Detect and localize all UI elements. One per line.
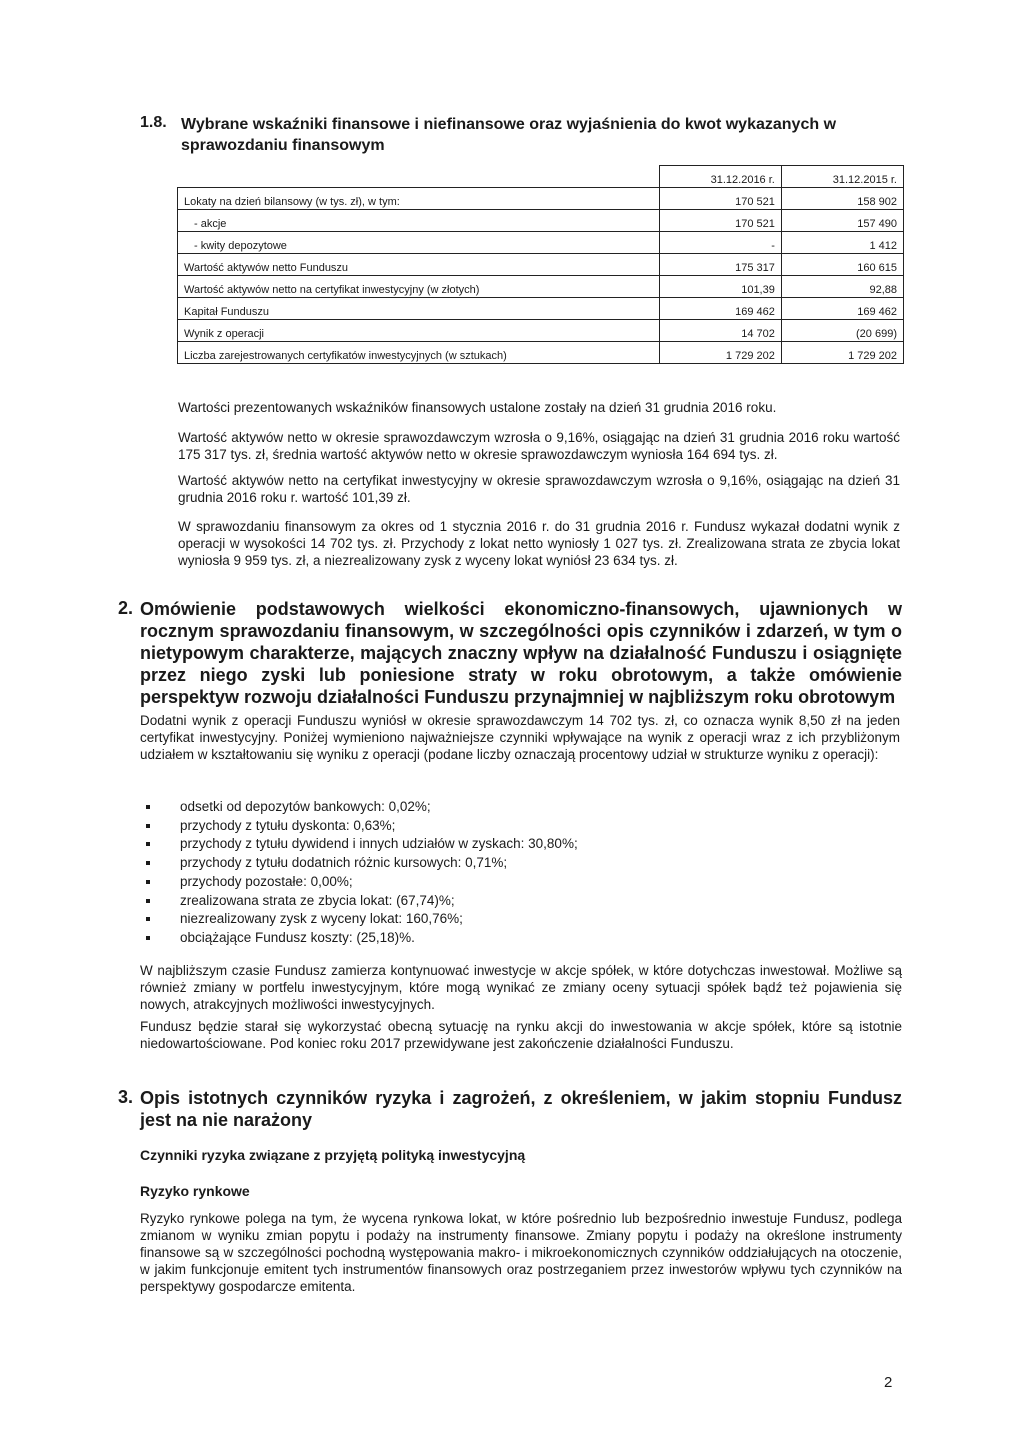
paragraph-net-assets: Wartość aktywów netto w okresie sprawozdawczym wzrosła o 9,16%, osiągając na dzień 31 grudnia 2016 roku wartość 175 317 tys. zł, średnia wartość aktywów netto w okresie sprawozdawczym wyniosła 164 694 tys. zł. — [178, 430, 900, 462]
table-header-blank — [178, 166, 660, 188]
section-2-outlook-1: W najbliższym czasie Fundusz zamierza kontynuować inwestycje w akcje spółek, w które dotychczas inwestował. Możliwe są również zmiany w portfelu inwestycyjnym, które mogą wynikać ze zmiany oceny sytuacji spółek bądź też pojawienia się nowych, atrakcyjnych możliwości inwestycyjnych. — [140, 963, 902, 1012]
table-row — [178, 276, 904, 298]
list-item — [140, 910, 860, 929]
list-item — [140, 929, 860, 948]
row-value-2015: 1 412 — [781, 232, 903, 254]
section-3-subsubheading: Ryzyko rynkowe — [140, 1183, 250, 1199]
row-value-2015: 158 902 — [781, 188, 903, 210]
list-item-text: przychody z tytułu dodatnich różnic kursowych: 0,71%; — [180, 855, 508, 871]
table-row — [178, 320, 904, 342]
table-header-2015: 31.12.2015 r. — [781, 166, 903, 188]
row-label: Liczba zarejestrowanych certyfikatów inwestycyjnych (w sztukach) — [178, 342, 660, 364]
list-item — [140, 873, 860, 892]
list-item-text: przychody z tytułu dyskonta: 0,63%; — [180, 817, 396, 833]
row-value-2016: 175 317 — [659, 254, 781, 276]
table-row — [178, 188, 904, 210]
row-value-2016: 14 702 — [659, 320, 781, 342]
table-row — [178, 298, 904, 320]
table-header-2016: 31.12.2016 r. — [659, 166, 781, 188]
page-number: 2 — [884, 1374, 893, 1391]
paragraph-operating-result: W sprawozdaniu finansowym za okres od 1 stycznia 2016 r. do 31 grudnia 2016 r. Fundusz wykazał dodatni wynik z operacji w wysokości 14 702 tys. zł. Przychody z lokat netto wyniosły 1 027 tys. zł. Zrealizowana strata ze zbycia lokat wyniosła 9 959 tys. zł, a niezrealizowany zysk z wyceny lokat wyniósł 23 634 tys. zł. — [178, 519, 900, 568]
bullet-icon — [146, 842, 150, 846]
row-value-2016: 1 729 202 — [659, 342, 781, 364]
bullet-icon — [146, 880, 150, 884]
row-value-2016: 170 521 — [659, 188, 781, 210]
row-value-2015: (20 699) — [781, 320, 903, 342]
row-label: - kwity depozytowe — [178, 232, 660, 254]
row-label: Wynik z operacji — [178, 320, 660, 342]
section-3-body: Ryzyko rynkowe polega na tym, że wycena rynkowa lokat, w które pośrednio lub bezpośrednio inwestuje Fundusz, podlega zmianom w wyniku zmian popytu i podaży na instrumenty finansowe. Zmiany popytu i podaży na określone instrumenty finansowe są w szczególności pochodną występowania makro- i mikroekonomicznych czynników oddziałujących na otoczenie, w jakim funkcjonuje emitent tych instrumentów finansowych oraz postrzeganiem przez inwestorów wpływu tych czynników na perspektywy gospodarcze emitenta. — [140, 1211, 902, 1294]
section-2-intro: Dodatni wynik z operacji Funduszu wyniósł w okresie sprawozdawczym 14 702 tys. zł, co oznacza wynik 8,50 zł na jeden certyfikat inwestycyjny. Poniżej wymieniono najważniejsze czynniki wpływające na wynik z operacji wraz z ich przybliżonym udziałem w kształtowaniu się wyniku z operacji (podane liczby oznaczają procentowy udział w strukturze wyniku z operacji): — [140, 713, 900, 762]
list-item-text: przychody pozostałe: 0,00%; — [180, 873, 353, 889]
table-header-row — [178, 166, 904, 188]
row-label: Wartość aktywów netto Funduszu — [178, 254, 660, 276]
row-value-2016: 169 462 — [659, 298, 781, 320]
row-value-2015: 160 615 — [781, 254, 903, 276]
section-2-outlook-2: Fundusz będzie starał się wykorzystać obecną sytuację na rynku akcji do inwestowania w akcje spółek, które są istotnie niedowartościowane. Pod koniec roku 2017 przewidywane jest zakończenie działalności Funduszu. — [140, 1019, 902, 1051]
bullet-icon — [146, 824, 150, 828]
paragraph-indicators-date: Wartości prezentowanych wskaźników finansowych ustalone zostały na dzień 31 grudnia 2016 roku. — [178, 400, 777, 415]
result-factors-list — [140, 798, 860, 948]
row-value-2016: 101,39 — [659, 276, 781, 298]
row-value-2016: - — [659, 232, 781, 254]
list-item — [140, 892, 860, 911]
section-2-title: Omówienie podstawowych wielkości ekonomiczno-finansowych, ujawnionych w rocznym sprawozdaniu finansowym, w szczególności opis czynników i zdarzeń, w tym o nietypowym charakterze, mających znaczny wpływ na działalność Funduszu i osiągnięte przez niego zyski lub poniesione straty w roku obrotowym, a także omówienie perspektyw rozwoju działalności Funduszu przynajmniej w najbliższym roku obrotowym — [140, 599, 902, 707]
table-row — [178, 232, 904, 254]
row-value-2015: 157 490 — [781, 210, 903, 232]
section-3-number: 3. — [118, 1087, 134, 1107]
financial-indicators-table — [177, 165, 904, 364]
list-item-text: obciążające Fundusz koszty: (25,18)%. — [180, 929, 415, 945]
section-1-8-title: Wybrane wskaźniki finansowe i niefinansowe oraz wyjaśnienia do kwot wykazanych w sprawozdaniu finansowym — [181, 116, 837, 154]
table-row — [178, 342, 904, 364]
bullet-icon — [146, 936, 150, 940]
row-value-2016: 170 521 — [659, 210, 781, 232]
bullet-icon — [146, 917, 150, 921]
row-value-2015: 1 729 202 — [781, 342, 903, 364]
row-value-2015: 92,88 — [781, 276, 903, 298]
list-item-text: odsetki od depozytów bankowych: 0,02%; — [180, 799, 431, 814]
list-item-text: zrealizowana strata ze zbycia lokat: (67,74)%; — [180, 892, 455, 908]
list-item — [140, 798, 860, 817]
bullet-icon — [146, 805, 150, 809]
list-item — [140, 817, 860, 836]
list-item-text: niezrealizowany zysk z wyceny lokat: 160,76%; — [180, 911, 463, 927]
row-label: Lokaty na dzień bilansowy (w tys. zł), w tym: — [178, 188, 660, 210]
section-1-8-number: 1.8. — [140, 114, 167, 131]
list-item-text: przychody z tytułu dywidend i innych udziałów w zyskach: 30,80%; — [180, 836, 578, 852]
row-label: Kapitał Funduszu — [178, 298, 660, 320]
bullet-icon — [146, 861, 150, 865]
list-item — [140, 854, 860, 873]
row-value-2015: 169 462 — [781, 298, 903, 320]
table-row — [178, 210, 904, 232]
row-label: - akcje — [178, 210, 660, 232]
paragraph-net-assets-per-certificate: Wartość aktywów netto na certyfikat inwestycyjny w okresie sprawozdawczym wzrosła o 9,16%, osiągając na dzień 31 grudnia 2016 roku r. wartość 101,39 zł. — [178, 473, 900, 505]
list-item — [140, 835, 860, 854]
section-3-title: Opis istotnych czynników ryzyka i zagrożeń, z określeniem, w jakim stopniu Fundusz jest na nie narażony — [140, 1088, 902, 1130]
row-label: Wartość aktywów netto na certyfikat inwestycyjny (w złotych) — [178, 276, 660, 298]
bullet-icon — [146, 899, 150, 903]
table-row — [178, 254, 904, 276]
section-3-subheading: Czynniki ryzyka związane z przyjętą polityką inwestycyjną — [140, 1147, 526, 1163]
section-2-number: 2. — [118, 598, 134, 618]
